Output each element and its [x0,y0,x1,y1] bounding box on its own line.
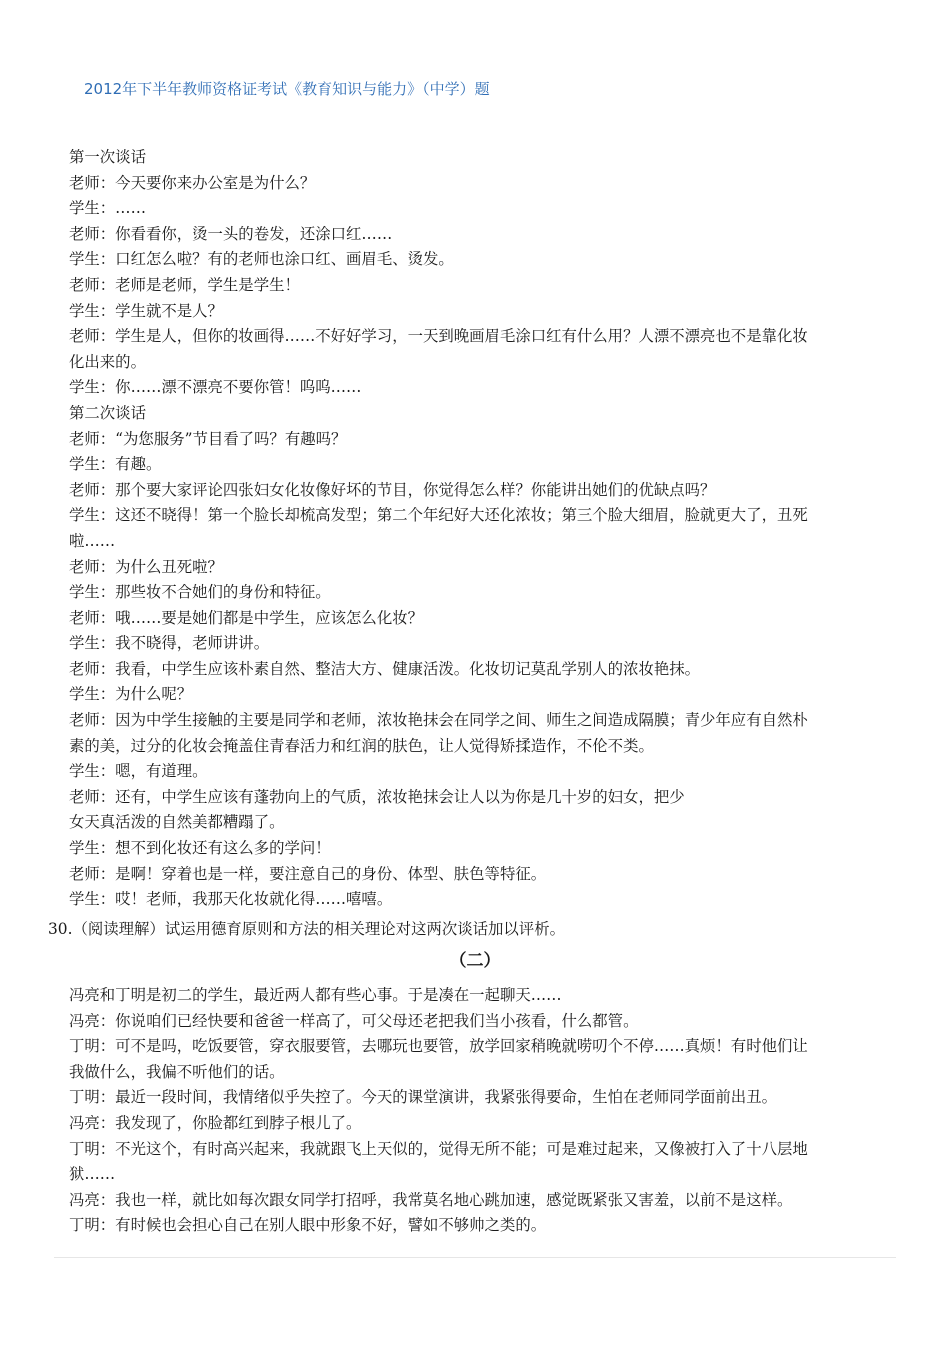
footer-divider [54,1257,896,1258]
text-line: 冯亮：你说咱们已经快要和爸爸一样高了，可父母还老把我们当小孩看，什么都管。 [69,1011,639,1030]
text-line: 老师：哦……要是她们都是中学生，应该怎么化妆？ [69,608,423,627]
text-line: 老师：因为中学生接触的主要是同学和老师，浓妆艳抹会在同学之间、师生之间造成隔膜；青少年应有自然朴 [69,711,808,730]
text-line: 学生：这还不晓得！第一个脸长却梳高发型；第二个年纪好大还化浓妆；第三个脸大细眉，脸就更大了，丑死 [69,506,808,525]
text-line: 学生：学生就不是人？ [69,301,223,320]
text-line: 老师：学生是人，但你的妆画得……不好好学习，一天到晚画眉毛涂口红有什么用？人漂不漂亮也不是靠化妆 [69,327,808,346]
dialogue-section-two [69,983,881,1239]
text-line: 学生：那些妆不合她们的身份和特征。 [69,583,331,602]
text-line: 老师：我看，中学生应该朴素自然、整洁大方、健康活泼。化妆切记莫乱学别人的浓妆艳抹。 [69,659,701,678]
text-line: 化出来的。 [69,352,146,371]
text-line: 丁明：可不是吗，吃饭要管，穿衣服要管，去哪玩也要管，放学回家稍晚就唠叨个不停……真烦！有时他们让 [69,1037,808,1056]
dialogue-section-one [69,145,881,913]
question-30: 30.（阅读理解）试运用德育原则和方法的相关理论对这两次谈话加以评析。 [48,920,565,938]
text-line: 啦…… [69,531,116,550]
page-header-title: 2012年下半年教师资格证考试《教育知识与能力》（中学）题 [84,80,490,98]
text-line: 老师：今天要你来办公室是为什么？ [69,173,316,192]
text-line: 学生：想不到化妆还有这么多的学问！ [69,839,331,858]
text-line: 素的美，过分的化妆会掩盖住青春活力和红润的肤色，让人觉得矫揉造作，不伦不类。 [69,736,654,755]
text-line: 学生：为什么呢？ [69,685,193,704]
text-line: 学生：…… [69,199,146,218]
text-line: 学生：口红怎么啦？有的老师也涂口红、画眉毛、烫发。 [69,250,454,269]
text-line: 老师：“为您服务”节目看了吗？有趣吗？ [69,429,347,448]
text-line: 老师：为什么丑死啦？ [69,557,223,576]
text-line: 丁明：有时候也会担心自己在别人眼中形象不好，譬如不够帅之类的。 [69,1216,547,1235]
text-line: 老师：你看看你，烫一头的卷发，还涂口红…… [69,224,393,243]
text-line: 学生：有趣。 [69,455,162,474]
text-line: 冯亮和丁明是初二的学生，最近两人都有些心事。于是凑在一起聊天…… [69,986,562,1004]
text-line: 女天真活泼的自然美都糟蹋了。 [69,813,285,832]
text-line: 老师：那个要大家评论四张妇女化妆像好坏的节目，你觉得怎么样？你能讲出她们的优缺点吗？ [69,480,716,499]
text-line: 狱…… [69,1165,116,1184]
text-line: 第二次谈话 [69,403,146,422]
text-line: 老师：还有，中学生应该有蓬勃向上的气质，浓妆艳抹会让人以为你是几十岁的妇女，把少 [69,787,685,806]
text-line: 学生：哎！老师，我那天化妆就化得……嘻嘻。 [69,890,393,909]
text-line: 学生：嗯，有道理。 [69,762,208,781]
text-line: 学生：你……漂不漂亮不要你管！呜呜…… [69,378,362,397]
text-line: 我做什么，我偏不听他们的话。 [69,1062,285,1081]
text-line: 老师：是啊！穿着也是一样，要注意自己的身份、体型、肤色等特征。 [69,864,547,883]
text-line: 冯亮：我发现了，你脸都红到脖子根儿了。 [69,1113,362,1132]
text-line: 冯亮：我也一样，就比如每次跟女同学打招呼，我常莫名地心跳加速，感觉既紧张又害羞，以前不是这样。 [69,1190,793,1209]
text-line: 老师：老师是老师，学生是学生！ [69,275,300,294]
text-line: 丁明：最近一段时间，我情绪似乎失控了。今天的课堂演讲，我紧张得要命，生怕在老师同学面前出丑。 [69,1088,777,1107]
text-line: 丁明：不光这个，有时高兴起来，我就跟飞上天似的，觉得无所不能；可是难过起来，又像被打入了十八层地 [69,1139,808,1158]
section-heading: （二） [449,951,501,971]
text-line: 第一次谈话 [69,148,146,166]
text-line: 学生：我不晓得，老师讲讲。 [69,634,270,653]
